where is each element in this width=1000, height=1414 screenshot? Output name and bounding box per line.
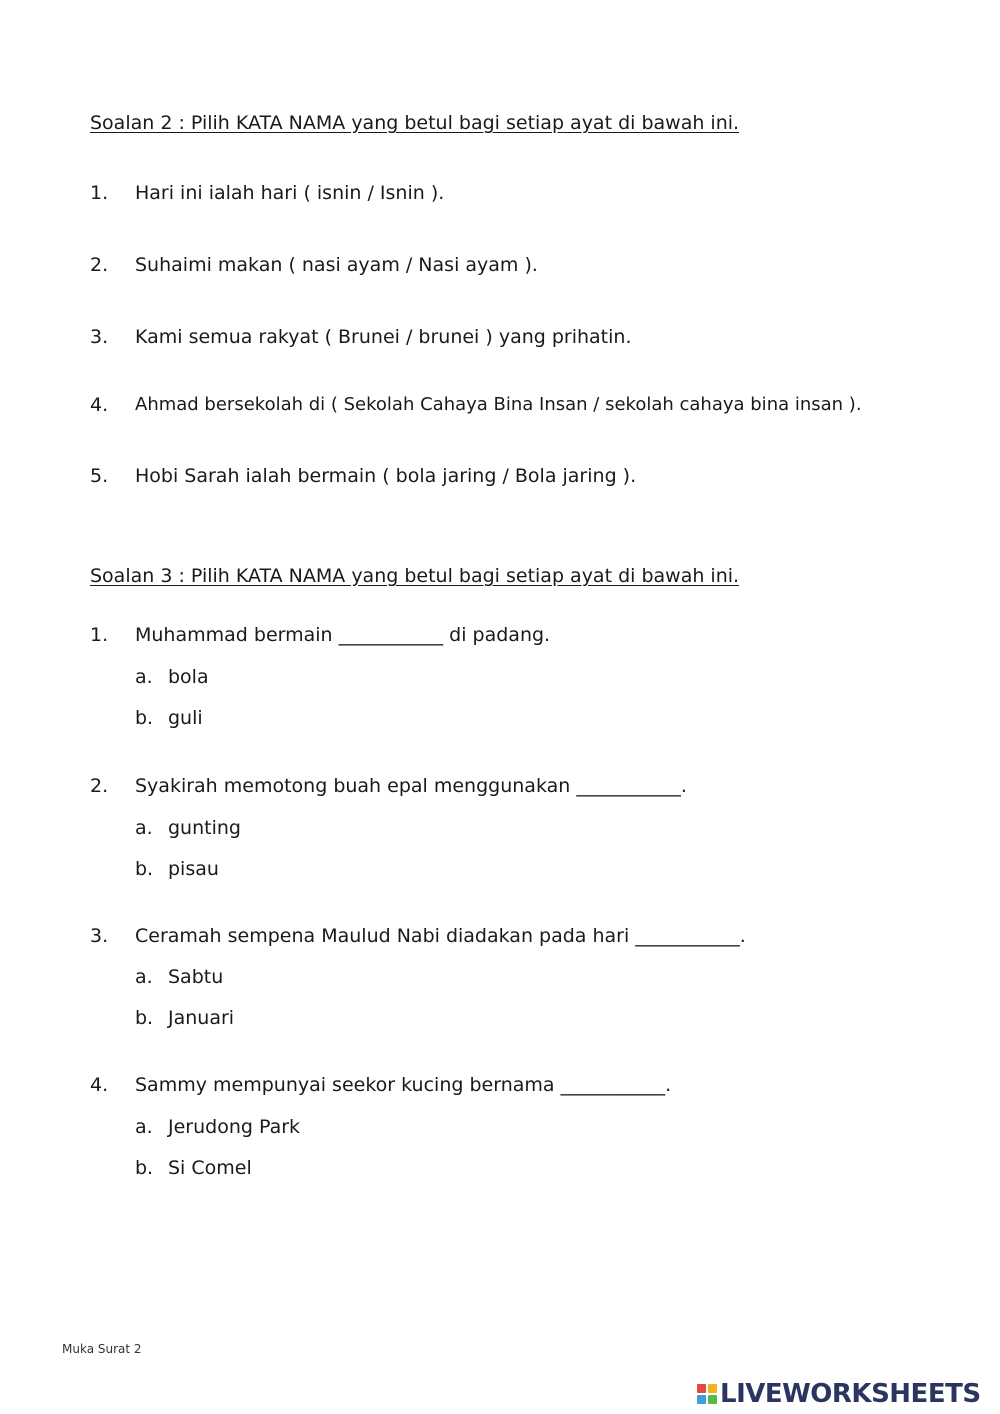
option-text: guli xyxy=(168,707,203,729)
question-text: Suhaimi makan ( nasi ayam / Nasi ayam ). xyxy=(135,254,538,276)
option-letter: a. xyxy=(135,966,153,988)
option-letter: b. xyxy=(135,1007,154,1029)
question-text: Hari ini ialah hari ( isnin / Isnin ). xyxy=(135,182,445,204)
question-text: Hobi Sarah ialah bermain ( bola jaring / Bola jaring ). xyxy=(135,465,637,487)
option-text: Si Comel xyxy=(168,1157,252,1179)
liveworksheets-grid-icon xyxy=(697,1384,717,1404)
question-text: Muhammad bermain ___________ di padang. xyxy=(135,624,551,646)
logo-square-icon xyxy=(708,1384,717,1393)
logo-square-icon xyxy=(697,1384,706,1393)
option-letter: b. xyxy=(135,1157,154,1179)
question-number: 4. xyxy=(90,394,109,416)
option-text: Jerudong Park xyxy=(168,1116,301,1138)
question-number: 1. xyxy=(90,624,109,646)
question-number: 2. xyxy=(90,775,109,797)
question-number: 5. xyxy=(90,465,109,487)
page-number: Muka Surat 2 xyxy=(62,1342,142,1356)
question-number: 3. xyxy=(90,326,109,348)
question-text: Sammy mempunyai seekor kucing bernama ___________. xyxy=(135,1074,672,1096)
option-letter: b. xyxy=(135,707,154,729)
option-letter: a. xyxy=(135,817,153,839)
question-text: Ceramah sempena Maulud Nabi diadakan pada hari ___________. xyxy=(135,925,746,947)
question-number: 4. xyxy=(90,1074,109,1096)
question-number: 2. xyxy=(90,254,109,276)
section-2-heading: Soalan 2 : Pilih KATA NAMA yang betul bagi setiap ayat di bawah ini. xyxy=(90,112,740,134)
option-letter: a. xyxy=(135,1116,153,1138)
option-text: pisau xyxy=(168,858,219,880)
option-text: Sabtu xyxy=(168,966,224,988)
option-text: bola xyxy=(168,666,209,688)
question-text: Kami semua rakyat ( Brunei / brunei ) yang prihatin. xyxy=(135,326,632,348)
question-text: Syakirah memotong buah epal menggunakan ___________. xyxy=(135,775,687,797)
option-text: gunting xyxy=(168,817,241,839)
logo-square-icon xyxy=(697,1395,706,1404)
option-letter: a. xyxy=(135,666,153,688)
logo-square-icon xyxy=(708,1395,717,1404)
brand-name: LIVEWORKSHEETS xyxy=(720,1379,981,1409)
liveworksheets-logo[interactable] xyxy=(697,1379,981,1409)
question-number: 3. xyxy=(90,925,109,947)
question-text: Ahmad bersekolah di ( Sekolah Cahaya Bina Insan / sekolah cahaya bina insan ). xyxy=(135,394,862,415)
option-letter: b. xyxy=(135,858,154,880)
section-3-heading: Soalan 3 : Pilih KATA NAMA yang betul bagi setiap ayat di bawah ini. xyxy=(90,565,740,587)
option-text: Januari xyxy=(168,1007,235,1029)
question-number: 1. xyxy=(90,182,109,204)
